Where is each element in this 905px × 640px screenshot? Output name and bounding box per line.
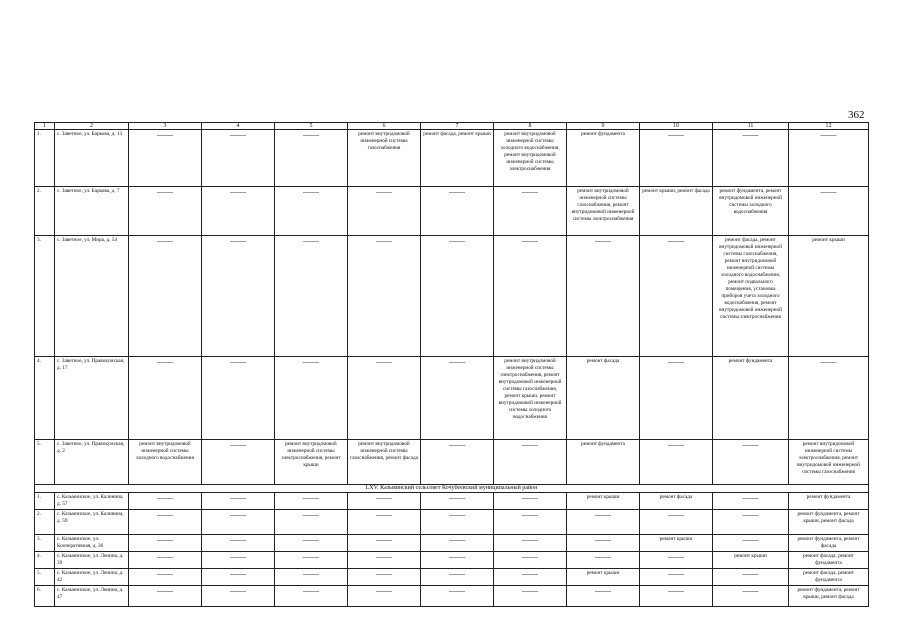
- empty-dash-cell: ——: [713, 569, 789, 586]
- empty-dash-cell: ——: [713, 535, 789, 552]
- work-cell: ремонт крыши: [567, 493, 640, 510]
- empty-dash-cell: ——: [275, 130, 348, 187]
- row-number: 3.: [35, 236, 55, 357]
- work-cell: ремонт крыши: [640, 535, 713, 552]
- work-cell: ремонт внутридомовой инженерной системы газоснабжения, ремонт фасада: [348, 440, 421, 485]
- empty-dash-cell: ——: [275, 510, 348, 535]
- empty-dash-cell: ——: [421, 586, 494, 607]
- work-cell: ремонт внутридомовой инженерной системы холодного водоснабжения: [129, 440, 202, 485]
- empty-dash-cell: ——: [202, 569, 275, 586]
- work-cell: ремонт крыши, ремонт фасада: [640, 187, 713, 236]
- work-cell: ремонт фундамента: [567, 130, 640, 187]
- address-cell: с. Заветное, ул. Правокумская, д. 17: [55, 357, 129, 440]
- empty-dash-cell: ——: [202, 552, 275, 569]
- empty-dash-cell: ——: [275, 187, 348, 236]
- empty-dash-cell: ——: [421, 440, 494, 485]
- empty-dash-cell: ——: [494, 236, 567, 357]
- address-cell: с. Казьминское, ул. Калинина, д. 57: [55, 493, 129, 510]
- empty-dash-cell: ——: [348, 357, 421, 440]
- work-cell: ремонт фасада: [640, 493, 713, 510]
- empty-dash-cell: ——: [494, 510, 567, 535]
- work-cell: ремонт фасада: [567, 357, 640, 440]
- empty-dash-cell: ——: [348, 236, 421, 357]
- empty-dash-cell: ——: [713, 440, 789, 485]
- work-cell: ремонт фундамента, ремонт крыши, ремонт фасада: [789, 586, 869, 607]
- empty-dash-cell: ——: [129, 130, 202, 187]
- empty-dash-cell: ——: [421, 357, 494, 440]
- repair-schedule-table: [34, 122, 869, 607]
- work-cell: ремонт фундамента, ремонт внутридомовой инженерной системы холодного водоснабжения: [713, 187, 789, 236]
- column-number: 3: [129, 123, 202, 130]
- empty-dash-cell: ——: [494, 552, 567, 569]
- work-cell: ремонт внутридомовой инженерной системы газоснабжения, ремонт внутридомовой инженерной системы электроснабжения: [567, 187, 640, 236]
- empty-dash-cell: ——: [129, 569, 202, 586]
- table-row: [35, 586, 869, 607]
- empty-dash-cell: ——: [129, 493, 202, 510]
- empty-dash-cell: ——: [348, 493, 421, 510]
- row-number: 5.: [35, 569, 55, 586]
- table-row: [35, 236, 869, 357]
- empty-dash-cell: ——: [640, 569, 713, 586]
- work-cell: ремонт внутридомовой инженерной системы электроснабжения, ремонт внутридомовой инженерной системы газоснабжения: [789, 440, 869, 485]
- work-cell: ремонт крыши: [713, 552, 789, 569]
- empty-dash-cell: ——: [348, 510, 421, 535]
- empty-dash-cell: ——: [640, 510, 713, 535]
- empty-dash-cell: ——: [640, 552, 713, 569]
- empty-dash-cell: ——: [421, 510, 494, 535]
- empty-dash-cell: ——: [348, 535, 421, 552]
- address-cell: с. Казьминское, ул. Ленина, д. 42: [55, 569, 129, 586]
- work-cell: ремонт фасада, ремонт крыши: [421, 130, 494, 187]
- address-cell: с. Заветное, ул. Правокумская, д. 2: [55, 440, 129, 485]
- row-number: 2.: [35, 510, 55, 535]
- empty-dash-cell: ——: [202, 236, 275, 357]
- empty-dash-cell: ——: [567, 535, 640, 552]
- row-number: 1.: [35, 130, 55, 187]
- table-row: [35, 493, 869, 510]
- column-number: 8: [494, 123, 567, 130]
- empty-dash-cell: ——: [421, 535, 494, 552]
- empty-dash-cell: ——: [713, 510, 789, 535]
- row-number: 4.: [35, 357, 55, 440]
- empty-dash-cell: ——: [494, 187, 567, 236]
- empty-dash-cell: ——: [202, 440, 275, 485]
- address-cell: с. Казьминское, ул. Ленина, д. 39: [55, 552, 129, 569]
- table-row: [35, 569, 869, 586]
- column-number: 10: [640, 123, 713, 130]
- empty-dash-cell: ——: [129, 187, 202, 236]
- work-cell: ремонт крыши: [567, 569, 640, 586]
- table-row: [35, 130, 869, 187]
- table-row: [35, 187, 869, 236]
- row-number: 5.: [35, 440, 55, 485]
- empty-dash-cell: ——: [789, 187, 869, 236]
- work-cell: ремонт внутридомовой инженерной системы холодного водоснабжения, ремонт внутридомовой инженерной системы электроснабжения: [494, 130, 567, 187]
- empty-dash-cell: ——: [202, 493, 275, 510]
- empty-dash-cell: ——: [421, 493, 494, 510]
- work-cell: ремонт внутридомовой инженерной системы электроснабжения, ремонт внутридомовой инженерной системы газоснабжения, ремонт крыши, ремонт внутридомовой инженерной системы холодного водоснабжения: [494, 357, 567, 440]
- empty-dash-cell: ——: [275, 535, 348, 552]
- row-number: 4.: [35, 552, 55, 569]
- empty-dash-cell: ——: [202, 586, 275, 607]
- empty-dash-cell: ——: [567, 552, 640, 569]
- column-number: 5: [275, 123, 348, 130]
- empty-dash-cell: ——: [640, 357, 713, 440]
- empty-dash-cell: ——: [421, 552, 494, 569]
- empty-dash-cell: ——: [348, 569, 421, 586]
- address-cell: с. Заветное, ул. Мира, д. 54: [55, 236, 129, 357]
- section-title: LXV. Казьминский сельсовет Кочубеевский муниципальный район: [35, 485, 869, 493]
- table-row: [35, 552, 869, 569]
- empty-dash-cell: ——: [275, 586, 348, 607]
- table-row: [35, 510, 869, 535]
- empty-dash-cell: ——: [275, 569, 348, 586]
- empty-dash-cell: ——: [640, 440, 713, 485]
- empty-dash-cell: ——: [640, 586, 713, 607]
- empty-dash-cell: ——: [129, 586, 202, 607]
- row-number: 1.: [35, 493, 55, 510]
- empty-dash-cell: ——: [640, 236, 713, 357]
- empty-dash-cell: ——: [713, 493, 789, 510]
- empty-dash-cell: ——: [129, 552, 202, 569]
- empty-dash-cell: ——: [567, 510, 640, 535]
- row-number: 6.: [35, 586, 55, 607]
- empty-dash-cell: ——: [713, 130, 789, 187]
- address-cell: с. Казьминское, ул. Калинина, д. 59: [55, 510, 129, 535]
- empty-dash-cell: ——: [129, 510, 202, 535]
- column-number-row: [35, 123, 869, 130]
- empty-dash-cell: ——: [348, 187, 421, 236]
- empty-dash-cell: ——: [789, 357, 869, 440]
- table-row: [35, 357, 869, 440]
- work-cell: ремонт фундамента: [567, 440, 640, 485]
- column-number: 2: [55, 123, 129, 130]
- work-cell: ремонт фундамента: [789, 493, 869, 510]
- empty-dash-cell: ——: [202, 510, 275, 535]
- column-number: 7: [421, 123, 494, 130]
- page-number: 362: [848, 109, 865, 121]
- empty-dash-cell: ——: [202, 357, 275, 440]
- address-cell: с. Заветное, ул. Баркова, д. 7: [55, 187, 129, 236]
- empty-dash-cell: ——: [202, 130, 275, 187]
- work-cell: ремонт фундамента, ремонт крыши, ремонт фасада: [789, 510, 869, 535]
- empty-dash-cell: ——: [275, 236, 348, 357]
- row-number: 3.: [35, 535, 55, 552]
- column-number: 4: [202, 123, 275, 130]
- empty-dash-cell: ——: [789, 130, 869, 187]
- section-row: [35, 485, 869, 493]
- work-cell: ремонт фасада, ремонт фундамента: [789, 569, 869, 586]
- empty-dash-cell: ——: [494, 586, 567, 607]
- empty-dash-cell: ——: [421, 187, 494, 236]
- empty-dash-cell: ——: [129, 236, 202, 357]
- empty-dash-cell: ——: [494, 569, 567, 586]
- work-cell: ремонт внутридомовой инженерной системы газоснабжения: [348, 130, 421, 187]
- work-cell: ремонт крыши: [789, 236, 869, 357]
- table-row: [35, 440, 869, 485]
- column-number: 9: [567, 123, 640, 130]
- empty-dash-cell: ——: [421, 236, 494, 357]
- empty-dash-cell: ——: [348, 586, 421, 607]
- address-cell: с. Заветное, ул. Баркова, д. 13: [55, 130, 129, 187]
- address-cell: с. Казьминское, ул. Ленина, д. 47: [55, 586, 129, 607]
- work-cell: ремонт фасада, ремонт фундамента: [789, 552, 869, 569]
- empty-dash-cell: ——: [421, 569, 494, 586]
- empty-dash-cell: ——: [275, 552, 348, 569]
- work-cell: ремонт фундамента: [713, 357, 789, 440]
- empty-dash-cell: ——: [640, 130, 713, 187]
- empty-dash-cell: ——: [567, 236, 640, 357]
- column-number: 1: [35, 123, 55, 130]
- empty-dash-cell: ——: [713, 586, 789, 607]
- empty-dash-cell: ——: [129, 535, 202, 552]
- empty-dash-cell: ——: [494, 440, 567, 485]
- work-cell: ремонт фундамента, ремонт фасада: [789, 535, 869, 552]
- empty-dash-cell: ——: [567, 586, 640, 607]
- address-cell: с. Казьминское, ул. Кооперативная, д. 36: [55, 535, 129, 552]
- column-number: 11: [713, 123, 789, 130]
- empty-dash-cell: ——: [202, 187, 275, 236]
- empty-dash-cell: ——: [494, 535, 567, 552]
- work-cell: ремонт фасада, ремонт внутридомовой инженерной системы газоснабжения, ремонт внутридомовой инженерной системы холодного водоснабжения, ремонт подвального помещения, установка приборов учета холодного водоснабжения, ремонт внутридомовой инженерной системы электроснабжения: [713, 236, 789, 357]
- empty-dash-cell: ——: [494, 493, 567, 510]
- row-number: 2.: [35, 187, 55, 236]
- column-number: 12: [789, 123, 869, 130]
- empty-dash-cell: ——: [129, 357, 202, 440]
- work-cell: ремонт внутридомовой инженерной системы электроснабжения, ремонт крыши: [275, 440, 348, 485]
- empty-dash-cell: ——: [275, 357, 348, 440]
- column-number: 6: [348, 123, 421, 130]
- empty-dash-cell: ——: [202, 535, 275, 552]
- empty-dash-cell: ——: [275, 493, 348, 510]
- empty-dash-cell: ——: [348, 552, 421, 569]
- table-row: [35, 535, 869, 552]
